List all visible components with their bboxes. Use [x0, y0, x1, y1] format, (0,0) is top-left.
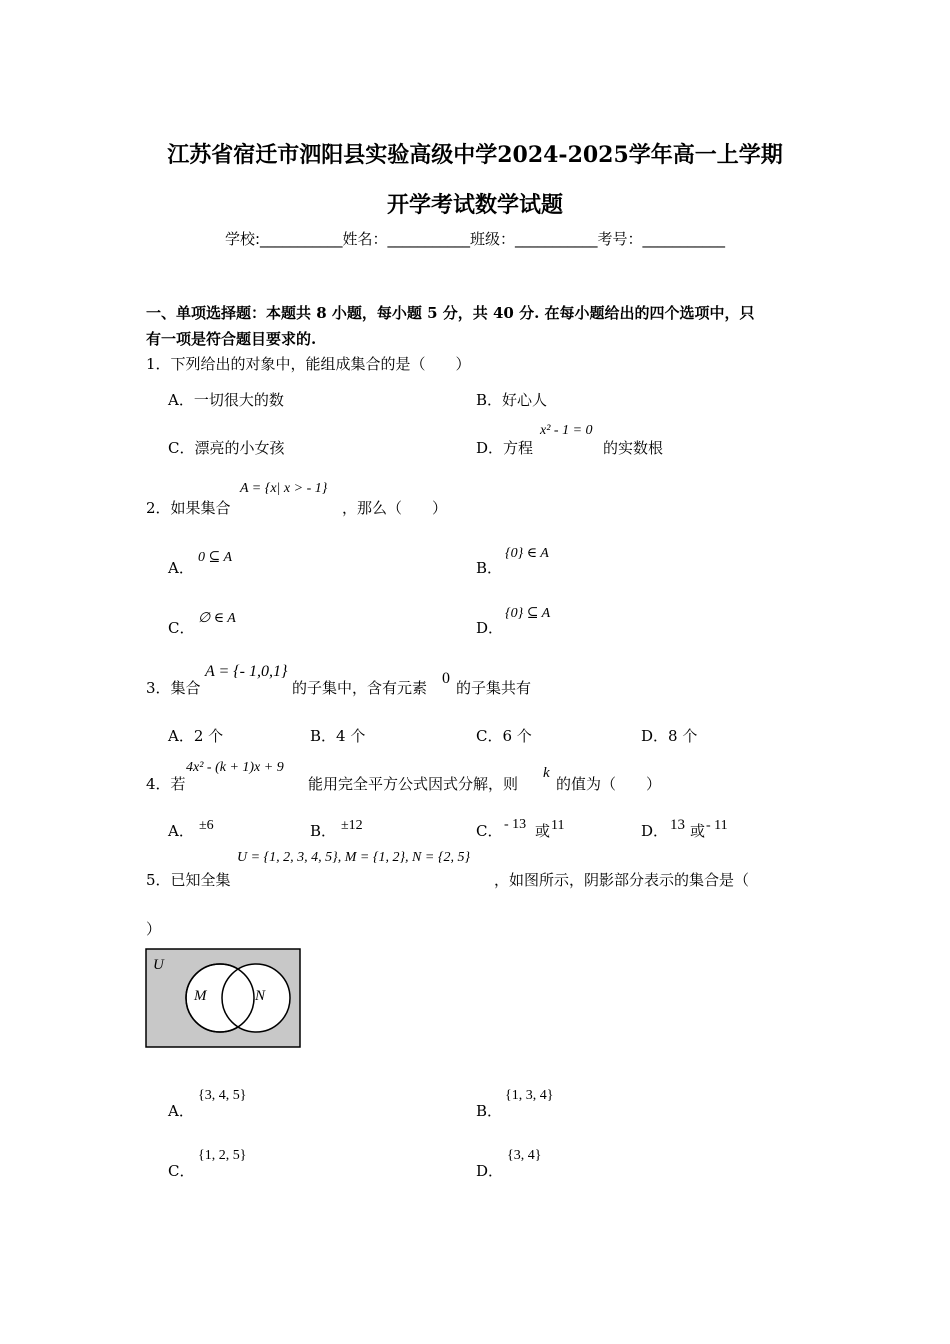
q2-c-math: ∅ ∈ A — [198, 611, 236, 626]
q3-set: A = {- 1,0,1} — [205, 663, 288, 680]
q4-polynomial: 4x² - (k + 1)x + 9 — [186, 760, 284, 775]
q4-b-label: B． — [310, 822, 337, 840]
q4-c-or: 或 — [535, 822, 551, 840]
q2-c-label: C． — [168, 619, 195, 637]
q2-d-label: D． — [476, 619, 504, 637]
q3-option-c — [476, 725, 532, 746]
exam-title-line1: 江苏省宿迁市泗阳县实验高级中学2024-2025学年高一上学期 — [167, 142, 783, 168]
q1-d-post: 的实数根 — [603, 439, 664, 457]
q3-option-b — [310, 725, 365, 746]
q3-pre: 3．集合 — [146, 679, 201, 697]
q3-d-text: 8 个 — [668, 727, 698, 745]
q1-b-text: 好心人 — [502, 391, 548, 409]
q5-close: ） — [146, 920, 162, 938]
q5-c-math: {1, 2, 5} — [198, 1148, 247, 1163]
q3-zero: 0 — [442, 670, 450, 687]
q2-set-definition: A = {x| x > - 1} — [240, 481, 328, 496]
q3-c-label: C． — [476, 727, 503, 745]
q1-option-d — [476, 437, 533, 458]
q1-a-label: A． — [168, 391, 194, 409]
q2-a-label: A． — [168, 559, 194, 577]
section-header-line2: 有一项是符合题目要求的. — [146, 330, 317, 348]
q1-d-pre: 方程 — [503, 439, 534, 457]
venn-label-u: U — [153, 957, 164, 973]
q4-b-math: ±12 — [341, 818, 363, 833]
q3-mid: 的子集中，含有元素 — [292, 679, 428, 697]
q4-pre: 4．若 — [146, 775, 186, 793]
q1-d-equation: x² - 1 = 0 — [540, 423, 593, 438]
q4-k: k — [543, 765, 550, 781]
q5-b-label: B． — [476, 1102, 503, 1120]
q4-d-math2: - 11 — [706, 818, 728, 833]
section-header-line1: 一、单项选择题：本题共 8 小题，每小题 5 分，共 40 分. 在每小题给出的四个选项中，只 — [146, 304, 755, 322]
q1-stem: 1．下列给出的对象中，能组成集合的是（ ） — [146, 355, 471, 373]
q3-option-d — [641, 725, 697, 746]
q4-a-math: ±6 — [199, 818, 214, 833]
q5-b-math: {1, 3, 4} — [505, 1088, 554, 1103]
q3-b-text: 4 个 — [336, 727, 366, 745]
q5-post: ，如图所示，阴影部分表示的集合是（ — [494, 871, 750, 889]
q5-c-label: C． — [168, 1162, 195, 1180]
q5-a-math: {3, 4, 5} — [198, 1088, 247, 1103]
exam-title-line2: 开学考试数学试题 — [386, 192, 563, 218]
venn-label-n: N — [255, 988, 266, 1004]
q1-option-a — [168, 389, 284, 410]
q2-pre: 2．如果集合 — [146, 499, 231, 517]
q2-b-label: B． — [476, 559, 503, 577]
q1-a-text: 一切很大的数 — [193, 391, 284, 409]
q1-c-text: 漂亮的小女孩 — [194, 439, 285, 457]
q4-d-math1: 13 — [670, 817, 685, 833]
q4-post: 的值为（ ） — [556, 775, 662, 793]
q3-post: 的子集共有 — [456, 679, 532, 697]
q1-b-label: B． — [476, 391, 503, 409]
q1-option-c — [168, 437, 285, 458]
q2-post: ，那么（ ） — [342, 499, 448, 517]
q5-sets: U = {1, 2, 3, 4, 5}, M = {1, 2}, N = {2, 5} — [237, 850, 471, 865]
q3-option-a — [168, 725, 223, 746]
q4-c-math2: 11 — [551, 818, 565, 833]
q4-c-math1: - 13 — [504, 817, 527, 832]
q4-mid: 能用完全平方公式因式分解，则 — [308, 775, 519, 793]
q2-a-math: 0 ⊆ A — [198, 550, 233, 565]
q2-d-math: {0} ⊆ A — [505, 606, 551, 621]
q4-c-label: C． — [476, 822, 503, 840]
q5-d-math: {3, 4} — [507, 1148, 542, 1163]
q3-c-text: 6 个 — [502, 727, 532, 745]
student-info-line: 学校:___________姓名：___________班级：___________考号：___________ — [224, 230, 726, 248]
q1-d-label: D． — [476, 439, 504, 457]
q2-b-math: {0} ∈ A — [505, 546, 549, 561]
q3-d-label: D． — [641, 727, 669, 745]
q1-option-b — [476, 389, 547, 410]
q4-d-label: D． — [641, 822, 669, 840]
q5-d-label: D． — [476, 1162, 504, 1180]
q4-a-label: A． — [168, 822, 194, 840]
q5-a-label: A． — [168, 1102, 194, 1120]
venn-label-m: M — [194, 988, 207, 1004]
q5-pre: 5．已知全集 — [146, 871, 231, 889]
q3-a-text: 2 个 — [193, 727, 224, 745]
venn-diagram — [145, 948, 302, 1050]
q4-d-or: 或 — [690, 822, 706, 840]
q3-b-label: B． — [310, 727, 337, 745]
q3-a-label: A． — [168, 727, 194, 745]
q1-c-label: C． — [168, 439, 195, 457]
